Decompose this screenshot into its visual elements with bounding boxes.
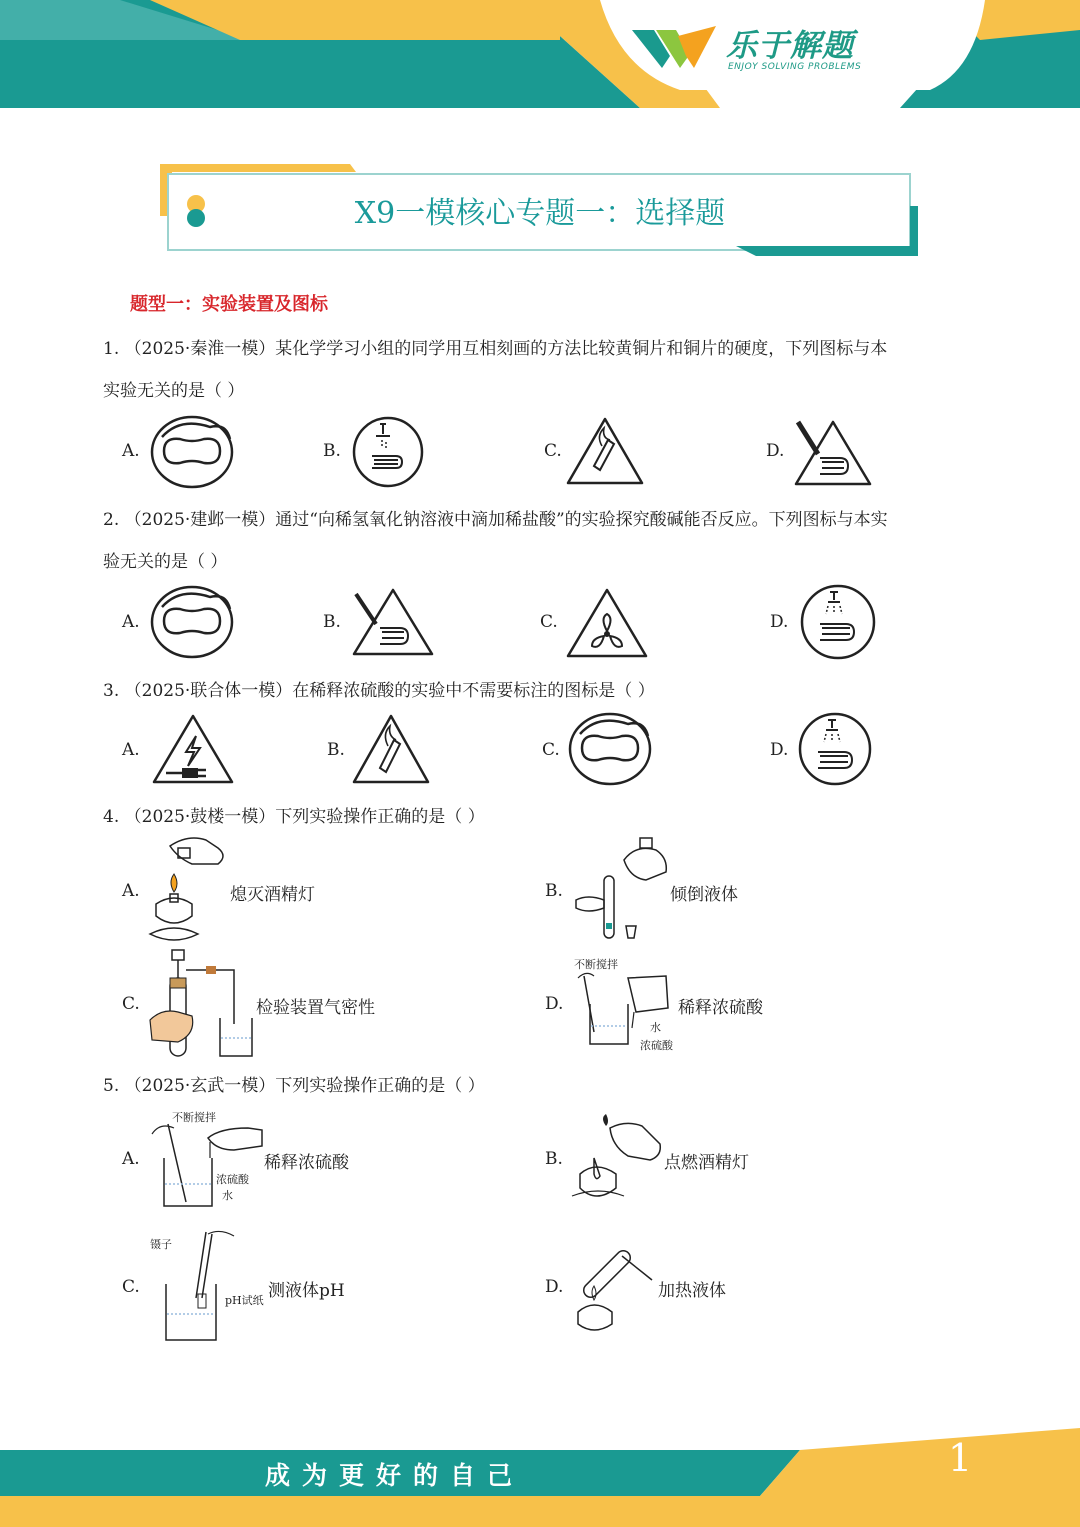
q2-option-c[interactable]: C.	[540, 612, 558, 632]
wash-hands-icon	[800, 584, 876, 660]
header-banner	[0, 0, 1080, 112]
wash-hands-icon	[798, 712, 872, 786]
q4-label-stir: 不断搅拌	[574, 958, 618, 971]
q4-stem-line1: 4. （2025·鼓楼一模）下列实验操作正确的是（ ）	[103, 807, 485, 827]
q5-label-water: 水	[222, 1189, 233, 1202]
q1-option-d[interactable]: D.	[766, 441, 785, 461]
ventilation-fan-icon	[566, 588, 648, 658]
q5-stem-line1: 5. （2025·玄武一模）下列实验操作正确的是（ ）	[103, 1076, 485, 1096]
q4-caption-b: 倾倒液体	[670, 885, 738, 905]
q3-stem-line1: 3. （2025·联合体一模）在稀释浓硫酸的实验中不需要标注的图标是（ ）	[103, 681, 655, 701]
q5-caption-c: 测液体pH	[268, 1281, 345, 1301]
q5-label-ph: pH试纸	[225, 1294, 264, 1307]
goggles-icon	[568, 712, 652, 786]
q2-option-d[interactable]: D.	[770, 612, 789, 632]
q4-option-b[interactable]: B.	[545, 881, 563, 901]
q4-caption-c: 检验装置气密性	[256, 998, 375, 1018]
q2-option-b[interactable]: B.	[323, 612, 341, 632]
q5-label-tweezers: 镊子	[150, 1238, 172, 1251]
q5-label-acid: 浓硫酸	[216, 1173, 249, 1186]
goggles-icon	[150, 585, 234, 659]
q2-stem-line1: 2. （2025·建邺一模）通过“向稀氢氧化钠溶液中滴加稀盐酸”的实验探究酸碱能否反应。下列图标与本实	[103, 510, 888, 530]
q5-caption-a: 稀释浓硫酸	[264, 1153, 349, 1173]
q1-option-c[interactable]: C.	[544, 441, 562, 461]
q3-option-b[interactable]: B.	[327, 740, 345, 760]
q4-caption-d: 稀释浓硫酸	[678, 998, 763, 1018]
footer-banner	[0, 1420, 1080, 1527]
wash-hands-icon	[352, 416, 424, 488]
q4-option-c[interactable]: C.	[122, 994, 140, 1014]
lighting-lamp-icon	[570, 1114, 668, 1204]
q5-option-a[interactable]: A.	[122, 1149, 140, 1169]
brand-tagline: ENJOY SOLVING PROBLEMS	[728, 62, 862, 72]
airtightness-test-icon	[148, 948, 260, 1058]
q4-caption-a: 熄灭酒精灯	[230, 885, 315, 905]
q1-option-a[interactable]: A.	[122, 441, 140, 461]
q3-option-c[interactable]: C.	[542, 740, 560, 760]
q5-caption-b: 点燃酒精灯	[664, 1153, 749, 1173]
q4-label-water: 水	[650, 1021, 661, 1034]
page-title: X9一模核心专题一：选择题	[354, 196, 726, 231]
q2-stem-line2: 验无关的是（ ）	[103, 552, 228, 572]
q5-option-c[interactable]: C.	[122, 1277, 140, 1297]
footer-slogan: 成为更好的自己	[265, 1461, 525, 1490]
q4-option-a[interactable]: A.	[122, 881, 140, 901]
q5-caption-d: 加热液体	[658, 1281, 726, 1301]
pouring-liquid-icon	[570, 836, 674, 944]
heating-flame-icon	[566, 416, 644, 486]
q4-label-acid: 浓硫酸	[640, 1039, 673, 1052]
sharp-object-icon	[352, 588, 434, 656]
goggles-icon	[150, 415, 234, 489]
q1-option-b[interactable]: B.	[323, 441, 341, 461]
heating-flame-icon	[352, 714, 430, 784]
electrical-hazard-icon	[152, 714, 234, 784]
q5-option-d[interactable]: D.	[545, 1277, 564, 1297]
q5-label-stir: 不断搅拌	[172, 1111, 216, 1124]
alcohol-lamp-blowing-icon	[148, 834, 230, 946]
brand-name: 乐于解题	[726, 28, 854, 64]
q5-option-b[interactable]: B.	[545, 1149, 563, 1169]
section-heading: 题型一：实验装置及图标	[130, 294, 328, 315]
sharp-object-icon	[794, 418, 872, 488]
q2-option-a[interactable]: A.	[122, 612, 140, 632]
heating-liquid-icon	[568, 1238, 668, 1334]
q3-option-a[interactable]: A.	[122, 740, 140, 760]
brand-logo-icon	[632, 24, 716, 70]
q1-stem-line2: 实验无关的是（ ）	[103, 381, 245, 401]
page-number: 1	[948, 1436, 973, 1480]
q3-option-d[interactable]: D.	[770, 740, 789, 760]
dilute-acid-correct-icon	[150, 1118, 266, 1212]
q4-option-d[interactable]: D.	[545, 994, 564, 1014]
q1-stem-line1: 1. （2025·秦淮一模）某化学学习小组的同学用互相刻画的方法比较黄铜片和铜片的硬度，下列图标与本	[103, 339, 888, 359]
